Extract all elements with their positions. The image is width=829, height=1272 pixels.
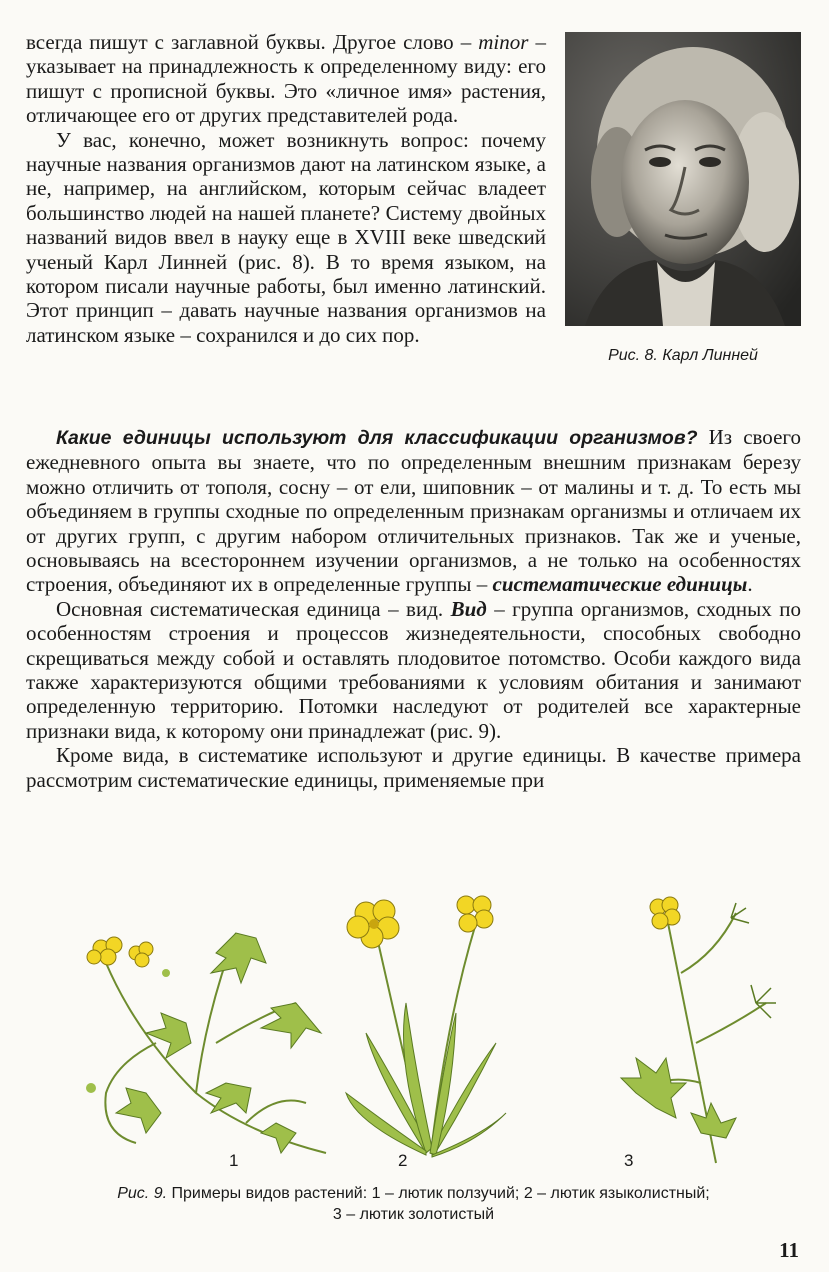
paragraph-units: Какие единицы используют для классификации организмов? Из своего ежедневного опыта вы знаете, что по определенным внешним признакам березу можно отличить от тополя, сосну – от ели, шиповник – от малины и т. д. То есть мы объединяем в группы сходные по определенным признакам организмы и отличаем их от других групп, с другим набором отличительных признаков. Так же и ученые, основываясь на всестороннем изучении организмов, а не только на особенностях строения, объединяют их в определенные группы – систематические единицы.	[26, 425, 801, 597]
plant-number-3: 3	[624, 1151, 634, 1170]
plant-number-2: 2	[398, 1151, 408, 1170]
term-species: Вид	[450, 596, 487, 621]
term-systematic-units: систематические единицы	[492, 572, 748, 597]
latin-word: minor	[478, 30, 529, 54]
plant-golden-buttercup	[606, 893, 796, 1173]
plant-tongue-buttercup	[326, 893, 526, 1173]
figure-9-caption: Рис. 9. Примеры видов растений: 1 – лютик ползучий; 2 – лютик языколистный; 3 – лютик золотистый	[117, 1185, 710, 1223]
left-column-text	[26, 30, 546, 347]
figure-9	[26, 893, 801, 1173]
main-text	[26, 425, 801, 792]
section-question: Какие единицы используют для классификации организмов?	[56, 427, 698, 449]
linnaeus-portrait	[565, 32, 801, 326]
paragraph-latin-names: У вас, конечно, может возникнуть вопрос: почему научные названия организмов дают на латинском языке, а не, например, на английском, которым сейчас владеет большинство людей на нашей планете? Систему двойных названий видов ввел в науку еще в XVIII веке шведский ученый Карл Линней (рис. 8). В то время языком, на котором писали научные работы, был именно латинский. Этот принцип – давать научные названия организмов на латинском языке – сохранился и до сих пор.	[26, 127, 546, 347]
paragraph-other-units: Кроме вида, в систематике используют и другие единицы. В качестве примера рассмотрим систематические единицы, применяемые при	[26, 743, 801, 792]
figure-8-caption: Рис. 8. Карл Линней	[608, 347, 758, 364]
portrait-image	[565, 32, 801, 326]
plant-creeping-buttercup	[46, 893, 346, 1173]
paragraph-species: Основная систематическая единица – вид. Вид – группа организмов, сходных по особенностям строения и процессов жизнедеятельности, способных свободно скрещиваться между собой и оставлять плодовитое потомство. Особи каждого вида также характеризуются общими требованиями к условиям обитания и занимают определенную территорию. Потомки наследуют от родителей все характерные признаки вида, к которому они принадлежат (рис. 9).	[26, 596, 801, 743]
page-number: 11	[779, 1238, 799, 1262]
paragraph-genus-species: всегда пишут с заглавной буквы. Другое слово – minor – указывает на принадлежность к определенному виду: его пишут с прописной буквы. Это «личное имя» растения, отличающее его от других представителей рода.	[26, 30, 546, 128]
plant-number-1: 1	[229, 1151, 239, 1170]
